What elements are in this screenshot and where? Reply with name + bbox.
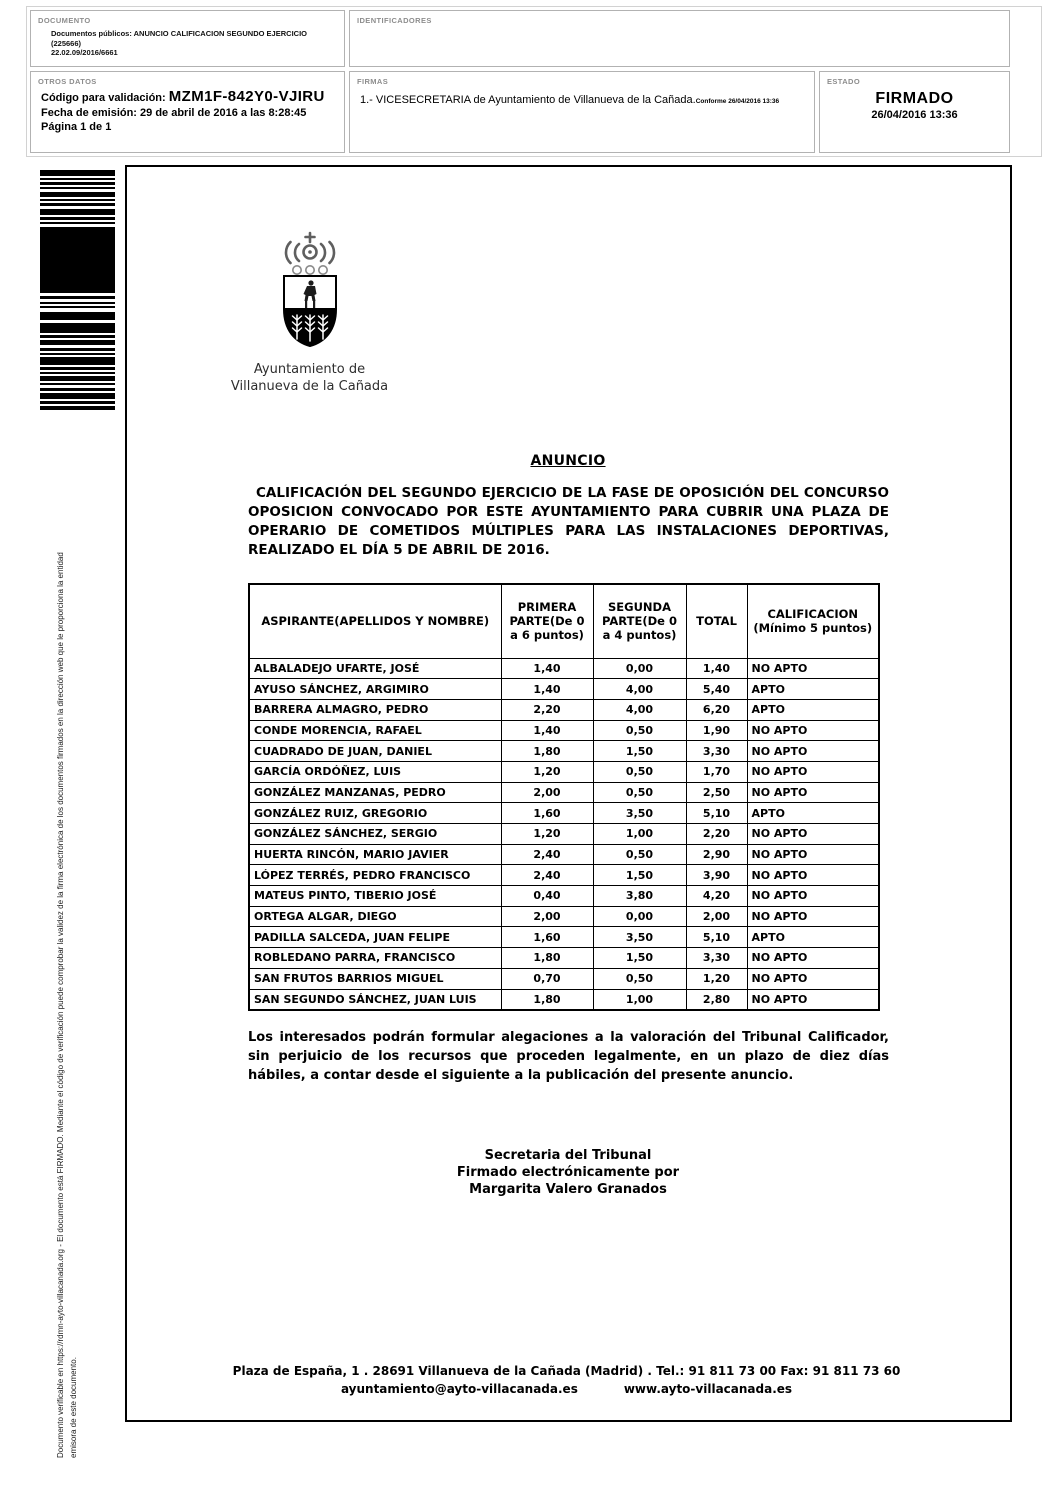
identificadores-box	[349, 10, 1010, 67]
cell-aspirante: GONZÁLEZ RUIZ, GREGORIO	[249, 803, 501, 824]
otros-datos-label: OTROS DATOS	[38, 77, 97, 86]
cell-total: 2,50	[686, 782, 747, 803]
firma-conforme: Conforme 26/04/2016 13:36	[695, 98, 780, 105]
cell-aspirante: CUADRADO DE JUAN, DANIEL	[249, 741, 501, 762]
cell-total: 2,20	[686, 824, 747, 845]
otros-datos-box	[30, 71, 345, 153]
cell-segunda: 0,50	[593, 782, 686, 803]
estado-box	[819, 71, 1010, 153]
cell-calificacion: NO APTO	[747, 886, 879, 907]
cell-aspirante: SAN FRUTOS BARRIOS MIGUEL	[249, 968, 501, 989]
table-row	[249, 886, 879, 907]
table-row	[249, 948, 879, 969]
document-body	[125, 165, 1012, 1422]
cell-primera: 2,00	[501, 906, 593, 927]
table-row	[249, 658, 879, 679]
verification-text-line2: emisora de este documento.	[68, 1357, 78, 1458]
col-header-primera: PRIMERA PARTE(De 0 a 6 puntos)	[501, 584, 593, 658]
cell-segunda: 0,50	[593, 761, 686, 782]
table-row	[249, 968, 879, 989]
cell-primera: 1,40	[501, 720, 593, 741]
signature-name: Margarita Valero Granados	[469, 1182, 667, 1197]
cell-segunda: 0,00	[593, 658, 686, 679]
signature-block	[248, 1147, 888, 1198]
cell-calificacion: NO APTO	[747, 720, 879, 741]
cell-aspirante: MATEUS PINTO, TIBERIO JOSÉ	[249, 886, 501, 907]
cell-primera: 2,40	[501, 865, 593, 886]
logo-caption-line2: Villanueva de la Cañada	[230, 379, 389, 394]
table-row	[249, 906, 879, 927]
cell-aspirante: BARRERA ALMAGRO, PEDRO	[249, 699, 501, 720]
cell-aspirante: ORTEGA ALGAR, DIEGO	[249, 906, 501, 927]
estado-value: FIRMADO	[875, 90, 954, 107]
cell-aspirante: AYUSO SÁNCHEZ, ARGIMIRO	[249, 679, 501, 700]
firmas-label: FIRMAS	[357, 77, 389, 86]
cell-segunda: 1,50	[593, 741, 686, 762]
cell-total: 3,30	[686, 948, 747, 969]
cell-calificacion: NO APTO	[747, 948, 879, 969]
col-header-total: TOTAL	[686, 584, 747, 658]
table-row	[249, 927, 879, 948]
cell-aspirante: CONDE MORENCIA, RAFAEL	[249, 720, 501, 741]
documento-label: DOCUMENTO	[38, 16, 91, 25]
cell-primera: 1,60	[501, 927, 593, 948]
logo-caption-line1: Ayuntamiento de	[253, 362, 366, 377]
footer-website: www.ayto-villacanada.es	[623, 1382, 793, 1396]
cell-segunda: 1,00	[593, 989, 686, 1010]
table-row	[249, 824, 879, 845]
cell-total: 5,10	[686, 803, 747, 824]
fecha-emision: Fecha de emisión: 29 de abril de 2016 a las 8:28:45	[41, 107, 307, 119]
cell-primera: 1,40	[501, 679, 593, 700]
closing-paragraph: Los interesados podrán formular alegaciones a la valoración del Tribunal Calificador, sin perjuicio de los recursos que proceden legalmente, en un plazo de diez días hábiles, a contar desde el siguiente a la publicación del presente anuncio.	[248, 1030, 889, 1083]
cell-aspirante: PADILLA SALCEDA, JUAN FELIPE	[249, 927, 501, 948]
col-header-calificacion: CALIFICACION (Mínimo 5 puntos)	[747, 584, 879, 658]
table-row	[249, 782, 879, 803]
municipality-logo-block	[207, 229, 412, 395]
documento-line1: Documentos públicos: ANUNCIO CALIFICACION SEGUNDO EJERCICIO (225666)	[51, 29, 307, 48]
table-header-row	[249, 584, 879, 658]
cell-calificacion: NO APTO	[747, 865, 879, 886]
verification-vertical-text	[55, 436, 80, 1458]
identificadores-label: IDENTIFICADORES	[357, 16, 432, 25]
table-row	[249, 989, 879, 1010]
cell-calificacion: NO APTO	[747, 906, 879, 927]
cell-calificacion: NO APTO	[747, 782, 879, 803]
cell-segunda: 0,00	[593, 906, 686, 927]
cell-total: 5,40	[686, 679, 747, 700]
cell-aspirante: HUERTA RINCÓN, MARIO JAVIER	[249, 844, 501, 865]
signature-role: Secretaria del Tribunal	[484, 1148, 652, 1163]
cell-primera: 1,40	[501, 658, 593, 679]
cell-calificacion: NO APTO	[747, 741, 879, 762]
cell-aspirante: GONZÁLEZ SÁNCHEZ, SERGIO	[249, 824, 501, 845]
cell-calificacion: APTO	[747, 927, 879, 948]
cell-calificacion: NO APTO	[747, 989, 879, 1010]
col-header-segunda: SEGUNDA PARTE(De 0 a 4 puntos)	[593, 584, 686, 658]
document-footer	[127, 1362, 1006, 1398]
table-row	[249, 679, 879, 700]
cell-calificacion: NO APTO	[747, 824, 879, 845]
cell-segunda: 3,80	[593, 886, 686, 907]
cell-total: 5,10	[686, 927, 747, 948]
coat-of-arms-icon	[264, 229, 356, 351]
cell-primera: 1,80	[501, 948, 593, 969]
table-row	[249, 761, 879, 782]
cell-segunda: 3,50	[593, 927, 686, 948]
cell-primera: 1,80	[501, 989, 593, 1010]
cell-total: 3,30	[686, 741, 747, 762]
table-row	[249, 720, 879, 741]
table-row	[249, 741, 879, 762]
cell-calificacion: NO APTO	[747, 844, 879, 865]
firma-line: 1.- VICESECRETARIA de Ayuntamiento de Villanueva de la Cañada.	[360, 94, 696, 106]
footer-email: ayuntamiento@ayto-villacanada.es	[340, 1382, 578, 1396]
cell-calificacion: NO APTO	[747, 658, 879, 679]
cell-segunda: 0,50	[593, 720, 686, 741]
table-row	[249, 865, 879, 886]
col-header-aspirante: ASPIRANTE(APELLIDOS Y NOMBRE)	[249, 584, 501, 658]
table-row	[249, 699, 879, 720]
cell-total: 2,00	[686, 906, 747, 927]
cell-segunda: 1,00	[593, 824, 686, 845]
cell-primera: 2,00	[501, 782, 593, 803]
table-row	[249, 803, 879, 824]
cell-segunda: 0,50	[593, 844, 686, 865]
cell-calificacion: APTO	[747, 699, 879, 720]
cell-aspirante: ALBALADEJO UFARTE, JOSÉ	[249, 658, 501, 679]
page-title: ANUNCIO	[530, 453, 606, 469]
cell-segunda: 0,50	[593, 968, 686, 989]
announcement-intro: CALIFICACIÓN DEL SEGUNDO EJERCICIO DE LA FASE DE OPOSICIÓN DEL CONCURSO OPOSICION CONVOCADO POR ESTE AYUNTAMIENTO PARA CUBRIR UNA PLAZA DE OPERARIO DE COMETIDOS MÚLTIPLES PARA LAS INSTALACIONES DEPORTIVAS, REALIZADO EL DÍA 5 DE ABRIL DE 2016.	[248, 485, 889, 558]
cell-primera: 2,20	[501, 699, 593, 720]
table-row	[249, 844, 879, 865]
codigo-validacion-label: Código para validación:	[41, 92, 166, 104]
cell-aspirante: LÓPEZ TERRÉS, PEDRO FRANCISCO	[249, 865, 501, 886]
cell-calificacion: NO APTO	[747, 968, 879, 989]
cell-total: 1,20	[686, 968, 747, 989]
cell-segunda: 4,00	[593, 679, 686, 700]
cell-total: 1,70	[686, 761, 747, 782]
cell-total: 4,20	[686, 886, 747, 907]
estado-datetime: 26/04/2016 13:36	[871, 109, 958, 121]
cell-total: 1,90	[686, 720, 747, 741]
cell-total: 3,90	[686, 865, 747, 886]
cell-segunda: 1,50	[593, 865, 686, 886]
cell-primera: 1,80	[501, 741, 593, 762]
cell-segunda: 3,50	[593, 803, 686, 824]
cell-segunda: 1,50	[593, 948, 686, 969]
cell-primera: 1,60	[501, 803, 593, 824]
signature-method: Firmado electrónicamente por	[456, 1165, 680, 1180]
codigo-validacion-value: MZM1F-842Y0-VJIRU	[168, 88, 325, 105]
cell-primera: 0,70	[501, 968, 593, 989]
cell-aspirante: ROBLEDANO PARRA, FRANCISCO	[249, 948, 501, 969]
pagina-indicator: Página 1 de 1	[41, 121, 112, 133]
firmas-box	[349, 71, 815, 153]
cell-calificacion: APTO	[747, 803, 879, 824]
cell-primera: 0,40	[501, 886, 593, 907]
cell-calificacion: APTO	[747, 679, 879, 700]
cell-primera: 1,20	[501, 824, 593, 845]
cell-aspirante: GARCÍA ORDÓÑEZ, LUIS	[249, 761, 501, 782]
footer-address-line: Plaza de España, 1 . 28691 Villanueva de la Cañada (Madrid) . Tel.: 91 811 73 00 Fax: 91 811 73 60	[232, 1364, 901, 1378]
documento-box	[30, 10, 345, 67]
cell-total: 2,80	[686, 989, 747, 1010]
cell-primera: 2,40	[501, 844, 593, 865]
cell-total: 1,40	[686, 658, 747, 679]
cell-calificacion: NO APTO	[747, 761, 879, 782]
cell-primera: 1,20	[501, 761, 593, 782]
results-table	[248, 583, 880, 1011]
cell-segunda: 4,00	[593, 699, 686, 720]
cell-total: 2,90	[686, 844, 747, 865]
cell-total: 6,20	[686, 699, 747, 720]
cell-aspirante: SAN SEGUNDO SÁNCHEZ, JUAN LUIS	[249, 989, 501, 1010]
documento-line2: 22.02.09/2016/6661	[51, 48, 118, 57]
verification-text-line1: Documento verificable en https://rdmn-ayto-villacanada.org - El documento está FIRMADO. Mediante el código de verificación puede comprobar la validez de la firma electrónica de los documentos firmados en la dirección web que le proporciona la entidad	[56, 552, 65, 1458]
barcode	[40, 170, 115, 410]
estado-label: ESTADO	[827, 77, 861, 86]
cell-aspirante: GONZÁLEZ MANZANAS, PEDRO	[249, 782, 501, 803]
